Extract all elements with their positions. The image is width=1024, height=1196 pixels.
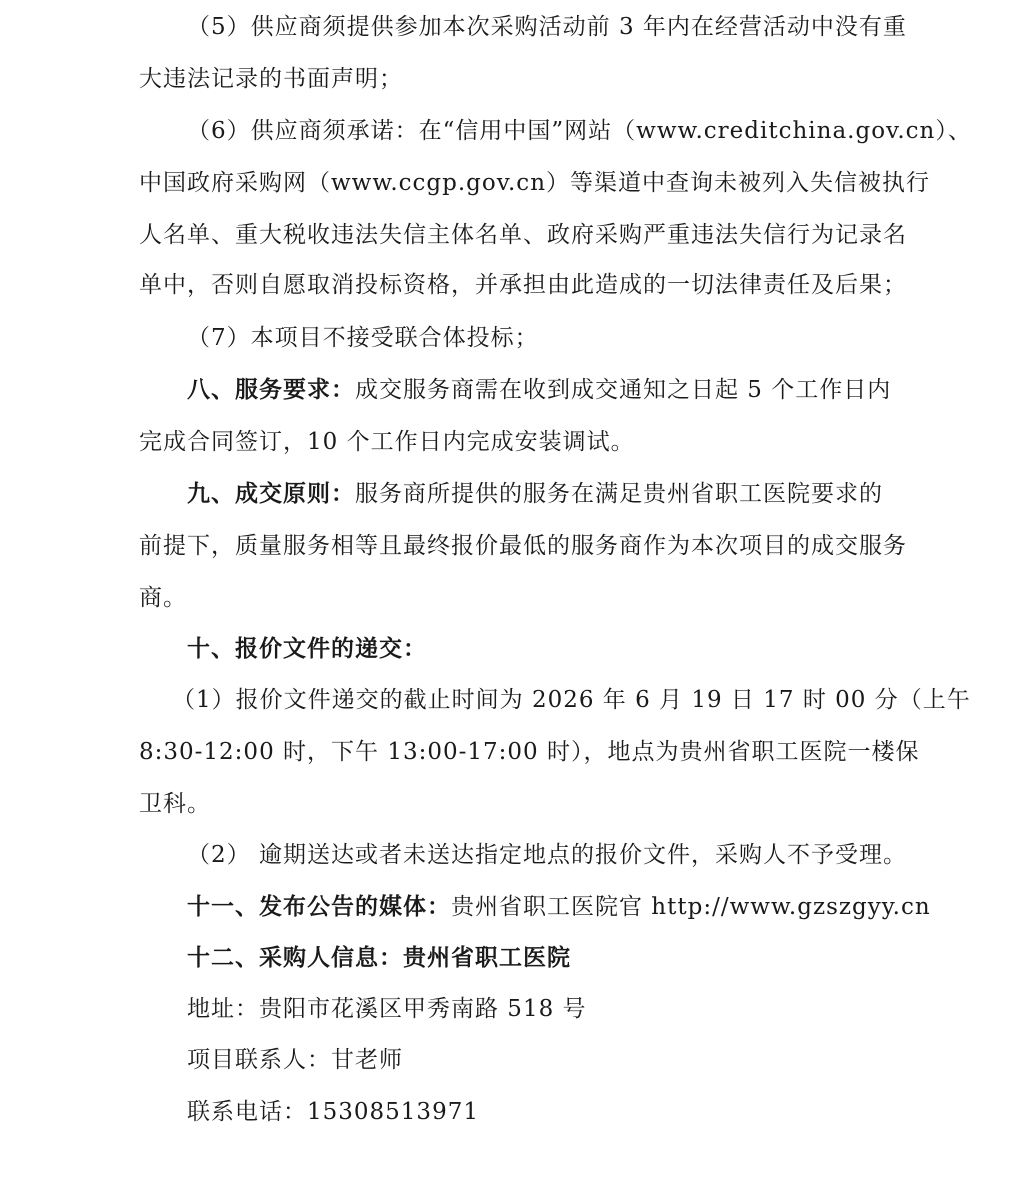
item-6-line-3: 人名单、重大税收违法失信主体名单、政府采购严重违法失信行为记录名 [139, 222, 907, 248]
item-6-line-4: 单中，否则自愿取消投标资格，并承担由此造成的一切法律责任及后果； [139, 272, 907, 298]
section-11-line [187, 887, 931, 927]
section-9-heading: 九、成交原则： [187, 480, 355, 507]
section-10-item-1-line-2: 8:30-12:00 时，下午 13:00-17:00 时），地点为贵州省职工医院一楼保 [139, 739, 920, 765]
item-6-line-1: （6）供应商须承诺：在“信用中国”网站（www.creditchina.gov.cn）、 [187, 118, 972, 144]
section-10-item-1-line-1: （1）报价文件递交的截止时间为 2026 年 6 月 19 日 17 时 00 分（上午 [172, 687, 971, 713]
section-8-line-2: 完成合同签订，10 个工作日内完成安装调试。 [139, 429, 635, 455]
purchaser-contact: 项目联系人：甘老师 [187, 1047, 403, 1073]
section-8-heading: 八、服务要求： [187, 376, 355, 403]
section-9-line-1 [187, 474, 883, 514]
section-11-heading: 十一、发布公告的媒体： [187, 893, 451, 920]
section-9-text: 服务商所提供的服务在满足贵州省职工医院要求的 [355, 481, 883, 507]
section-8-line-1 [187, 370, 891, 410]
section-9-line-2: 前提下，质量服务相等且最终报价最低的服务商作为本次项目的成交服务 [139, 533, 907, 559]
purchaser-address: 地址：贵阳市花溪区甲秀南路 518 号 [187, 996, 587, 1022]
item-5-line-1: （5）供应商须提供参加本次采购活动前 3 年内在经营活动中没有重 [187, 14, 907, 40]
section-10-item-2: （2） 逾期送达或者未送达指定地点的报价文件，采购人不予受理。 [187, 842, 907, 868]
item-5-line-2: 大违法记录的书面声明； [139, 66, 403, 92]
section-12-heading: 十二、采购人信息：贵州省职工医院 [187, 944, 571, 971]
section-11-text: 贵州省职工医院官 http://www.gzszgyy.cn [451, 894, 931, 920]
section-9-line-3: 商。 [139, 585, 187, 611]
section-10-item-1-line-3: 卫科。 [139, 791, 211, 817]
section-8-text: 成交服务商需在收到成交通知之日起 5 个工作日内 [355, 377, 892, 403]
item-6-line-2: 中国政府采购网（www.ccgp.gov.cn）等渠道中查询未被列入失信被执行 [139, 170, 931, 196]
purchaser-phone: 联系电话：15308513971 [187, 1099, 479, 1125]
item-7: （7）本项目不接受联合体投标； [187, 325, 539, 351]
section-10-heading: 十、报价文件的递交： [187, 635, 427, 662]
